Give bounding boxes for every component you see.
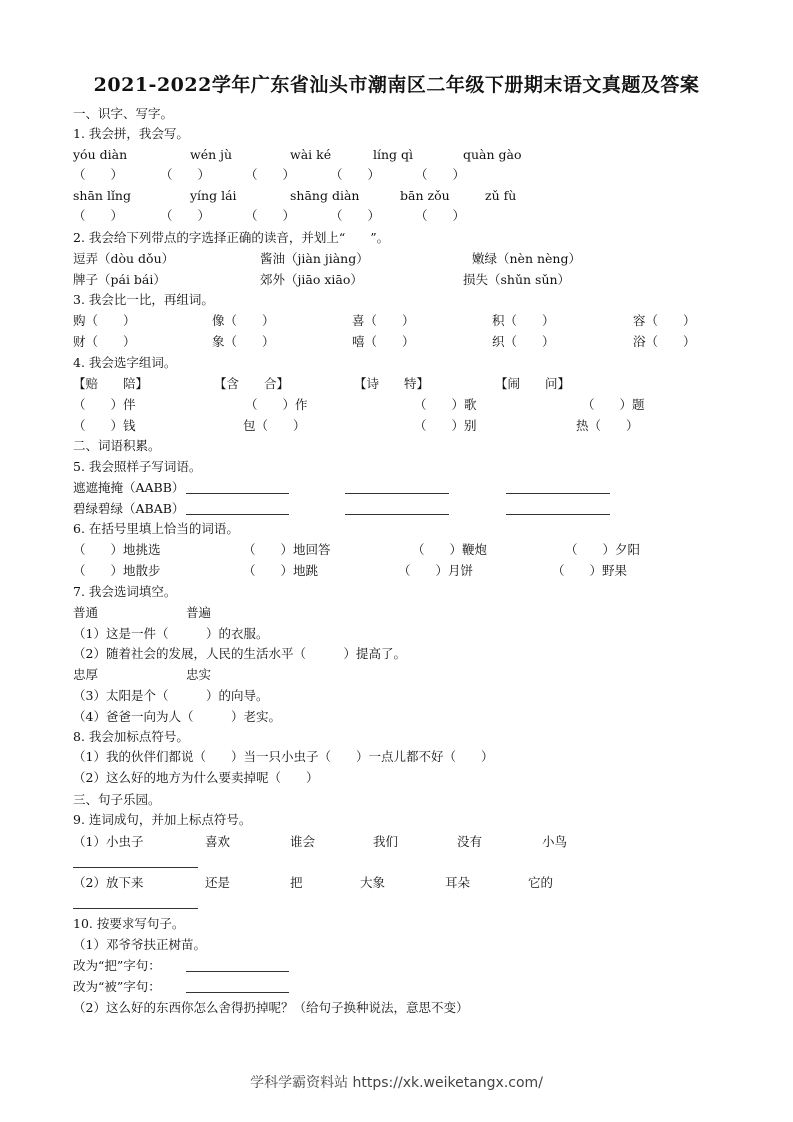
word-blank[interactable]: （ ）题 (582, 397, 645, 412)
question-2: 2. 我会给下列带点的字选择正确的读音，并划上“ ”。 (73, 230, 390, 245)
answer-blank[interactable]: （ ） (73, 208, 124, 223)
reading-choice[interactable]: 损失（shǔn sǔn） (463, 272, 571, 287)
pinyin: bān zǒu (400, 188, 450, 203)
answer-blank[interactable]: （ ） (330, 208, 381, 223)
question-7: 7. 我会选词填空。 (73, 584, 177, 599)
char-choice-group: 【赔 陪】 (73, 376, 149, 391)
write-line[interactable] (186, 992, 289, 993)
char-blank[interactable]: 织（ ） (492, 334, 555, 349)
section-heading-3: 三、句子乐园。 (73, 792, 161, 807)
word-tile: 把 (290, 875, 303, 890)
rewrite-label: 改为“被”字句： (73, 979, 161, 994)
word-option: 普通 (73, 605, 99, 620)
answer-blank[interactable]: （ ） (330, 167, 381, 182)
example-word: 遮遮掩掩（AABB） (73, 480, 185, 495)
word-blank[interactable]: 包（ ） (243, 418, 306, 433)
word-tile: 没有 (457, 834, 483, 849)
answer-blank[interactable]: （ ） (160, 167, 211, 182)
word-tile: （2）放下来 (73, 875, 144, 890)
char-blank[interactable]: 喜（ ） (352, 313, 415, 328)
question-10: 10. 按要求写句子。 (73, 916, 185, 931)
word-tile: 谁会 (290, 834, 316, 849)
word-blank[interactable]: （ ）钱 (73, 418, 136, 433)
write-line[interactable] (506, 493, 610, 494)
char-blank[interactable]: 象（ ） (212, 334, 275, 349)
punctuation-sentence[interactable]: （1）我的伙伴们都说（ ）当一只小虫子（ ）一点儿都不好（ ） (73, 749, 494, 764)
word-blank[interactable]: （ ）歌 (414, 397, 477, 412)
punctuation-sentence[interactable]: （2）这么好的地方为什么要卖掉呢（ ） (73, 770, 319, 785)
answer-blank[interactable]: （ ） (245, 167, 296, 182)
char-blank[interactable]: 购（ ） (73, 313, 136, 328)
question-1: 1. 我会拼，我会写。 (73, 126, 189, 141)
word-tile: （1）小虫子 (73, 834, 144, 849)
word-tile: 我们 (373, 834, 399, 849)
reading-choice[interactable]: 牌子（pái bái） (73, 272, 166, 287)
pinyin: quàn gào (463, 147, 522, 162)
word-tile: 喜欢 (205, 834, 231, 849)
word-blank[interactable]: （ ）伴 (73, 397, 136, 412)
answer-blank[interactable]: （ ） (160, 208, 211, 223)
pinyin: yíng lái (190, 188, 237, 203)
char-blank[interactable]: 像（ ） (212, 313, 275, 328)
reading-choice[interactable]: 逗弄（dòu dǒu） (73, 251, 175, 266)
write-line[interactable] (506, 514, 610, 515)
char-blank[interactable]: 积（ ） (492, 313, 555, 328)
char-blank[interactable]: 容（ ） (633, 313, 696, 328)
question-4: 4. 我会选字组词。 (73, 355, 177, 370)
fill-sentence[interactable]: （1）这是一件（ ）的衣服。 (73, 626, 269, 641)
word-option: 忠厚 (73, 667, 99, 682)
pinyin: shāng diàn (290, 188, 360, 203)
example-word: 碧绿碧绿（ABAB） (73, 501, 185, 516)
word-option: 普遍 (186, 605, 212, 620)
reading-choice[interactable]: 郊外（jiāo xiāo） (260, 272, 363, 287)
char-blank[interactable]: 浴（ ） (633, 334, 696, 349)
word-blank[interactable]: （ ）地挑选 (73, 542, 161, 557)
word-blank[interactable]: （ ）别 (414, 418, 477, 433)
word-tile: 大象 (360, 875, 386, 890)
word-blank[interactable]: （ ）地跳 (243, 563, 319, 578)
word-blank[interactable]: （ ）鞭炮 (412, 542, 488, 557)
write-line[interactable] (345, 493, 449, 494)
word-tile: 小鸟 (542, 834, 568, 849)
word-blank[interactable]: 热（ ） (576, 418, 639, 433)
write-line[interactable] (186, 971, 289, 972)
answer-blank[interactable]: （ ） (415, 167, 466, 182)
fill-sentence[interactable]: （3）太阳是个（ ）的向导。 (73, 688, 269, 703)
question-3: 3. 我会比一比，再组词。 (73, 292, 214, 307)
char-blank[interactable]: 嘻（ ） (352, 334, 415, 349)
fill-sentence[interactable]: （4）爸爸一向为人（ ）老实。 (73, 709, 281, 724)
write-line[interactable] (345, 514, 449, 515)
word-tile: 还是 (205, 875, 231, 890)
answer-blank[interactable]: （ ） (415, 208, 466, 223)
footer-watermark: 学科学霸资料站 https://xk.weiketangx.com/ (250, 1075, 543, 1091)
question-8: 8. 我会加标点符号。 (73, 729, 189, 744)
pinyin: líng qì (373, 147, 414, 162)
page-title: 2021-2022学年广东省汕头市潮南区二年级下册期末语文真题及答案 (93, 74, 700, 96)
question-5: 5. 我会照样子写词语。 (73, 459, 202, 474)
pinyin: wài ké (290, 147, 332, 162)
word-blank[interactable]: （ ）作 (245, 397, 308, 412)
write-line[interactable] (186, 493, 289, 494)
sentence-prompt: （1）邓爷爷扶正树苗。 (73, 937, 206, 952)
word-blank[interactable]: （ ）地散步 (73, 563, 161, 578)
section-heading-2: 二、词语积累。 (73, 438, 161, 453)
section-heading-1: 一、识字、写字。 (73, 106, 174, 121)
char-choice-group: 【含 合】 (214, 376, 290, 391)
word-tile: 它的 (528, 875, 554, 890)
reading-choice[interactable]: 嫩绿（nèn nèng） (472, 251, 581, 266)
pinyin: wén jù (190, 147, 233, 162)
char-choice-group: 【闹 问】 (495, 376, 571, 391)
answer-blank[interactable]: （ ） (73, 167, 124, 182)
word-blank[interactable]: （ ）夕阳 (565, 542, 641, 557)
char-choice-group: 【诗 特】 (354, 376, 430, 391)
write-line[interactable] (186, 514, 289, 515)
word-blank[interactable]: （ ）地回答 (243, 542, 331, 557)
word-tile: 耳朵 (445, 875, 471, 890)
answer-line[interactable] (73, 908, 198, 909)
answer-line[interactable] (73, 867, 198, 868)
rewrite-label: 改为“把”字句： (73, 958, 161, 973)
word-option: 忠实 (186, 667, 212, 682)
question-6: 6. 在括号里填上恰当的词语。 (73, 521, 239, 536)
word-blank[interactable]: （ ）野果 (552, 563, 628, 578)
question-9: 9. 连词成句，并加上标点符号。 (73, 812, 252, 827)
char-blank[interactable]: 财（ ） (73, 334, 136, 349)
word-blank[interactable]: （ ）月饼 (398, 563, 474, 578)
answer-blank[interactable]: （ ） (245, 208, 296, 223)
pinyin: shān lǐng (73, 188, 131, 203)
fill-sentence[interactable]: （2）随着社会的发展，人民的生活水平（ ）提高了。 (73, 646, 406, 661)
reading-choice[interactable]: 酱油（jiàn jiàng） (260, 251, 369, 266)
pinyin: yóu diàn (73, 147, 128, 162)
sentence-prompt: （2）这么好的东西你怎么舍得扔掉呢？（给句子换种说法，意思不变） (73, 1000, 469, 1015)
pinyin: zǔ fù (485, 188, 517, 203)
